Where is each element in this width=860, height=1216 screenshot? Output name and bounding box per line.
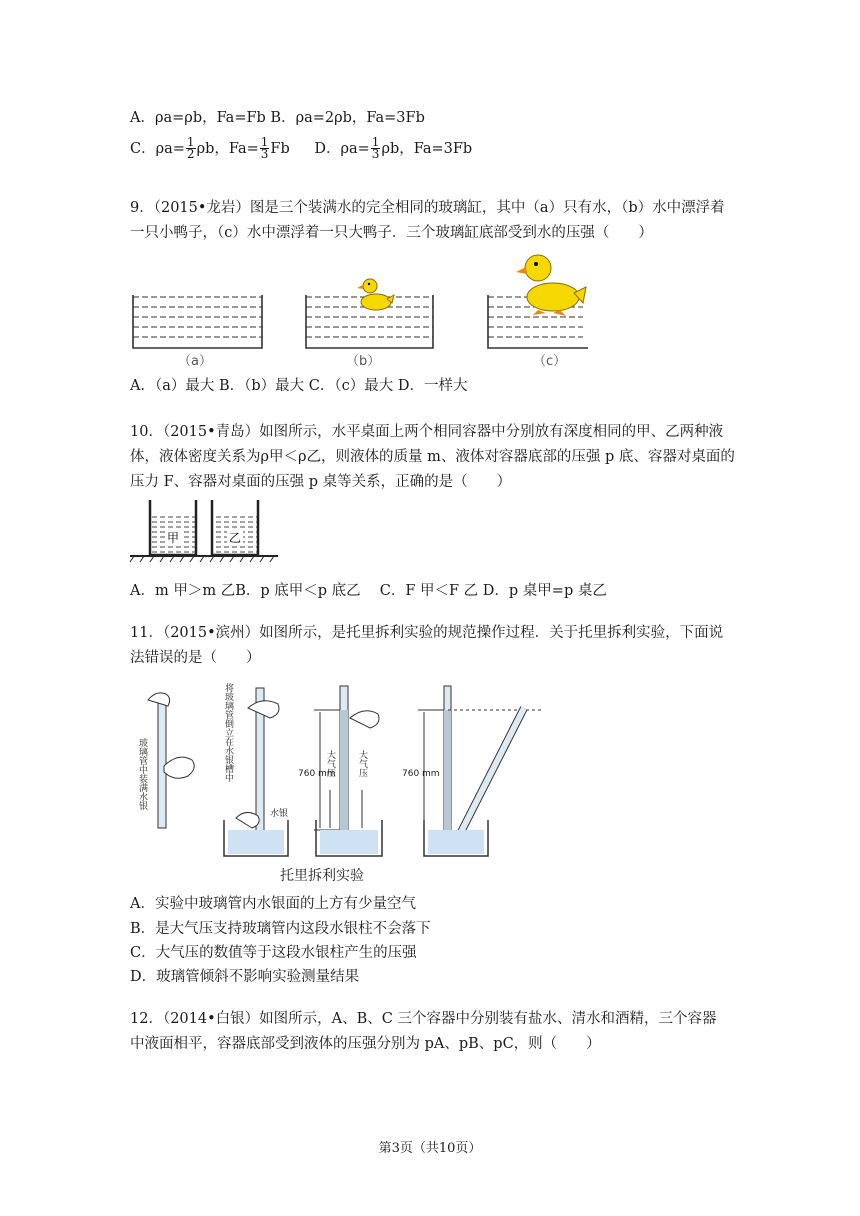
q12-stem-line2: 中液面相平，容器底部受到液体的压强分别为 pA、pB、pC，则（ ） [130,1036,601,1052]
q11-option-b: B．是大气压支持玻璃管内这段水银柱不会落下 [130,921,431,937]
q9-options: A．（a）最大 B．（b）最大 C．（c）最大 D．一样大 [130,378,468,394]
hand-icon [164,757,194,778]
q10-options: A．m 甲＞m 乙B．p 底甲＜p 底乙 C．F 甲＜F 乙 D．p 桌甲=p 桌乙 [130,583,607,599]
cup-label-jia: 甲 [167,531,180,545]
q8-c-prefix: C．ρa= [130,140,185,157]
hand-icon [350,711,379,728]
q11-stem-line1: 11．（2015•滨州）如图所示，是托里拆利实验的规范操作过程．关于托里拆利实验，下面说 [130,625,724,641]
frac-den: 2 [186,147,195,161]
q8-option-b: B．ρa=2ρb，Fa=3Fb [270,110,425,126]
frac-den: 3 [371,147,380,161]
q11-stem-line2: 法错误的是（ ） [130,650,261,666]
q8-c-suffix: Fb [270,140,290,157]
fig-label-a: （a） [178,354,212,369]
q9-figure-tanks [128,245,588,370]
hand-icon [236,812,259,828]
fig-label-b: （b） [346,354,381,369]
frac-num: 1 [260,135,269,149]
q8-option-cd [130,137,472,160]
q10-stem-line3: 压力 F、容器对桌面的压强 p 桌等关系，正确的是（ ） [130,474,512,490]
fraction [186,137,196,160]
fig-vertical-text-1: 玻璃管中装满水银 [137,738,147,810]
q10-figure-containers [128,495,288,565]
q8-d-prefix: D．ρa= [314,140,370,157]
q8-option-d [314,135,473,161]
frac-num: 1 [371,135,380,149]
q8-d-suffix: ρb，Fa=3Fb [381,140,473,157]
q11-option-a: A．实验中玻璃管内水银面的上方有少量空气 [130,896,416,912]
hand-icon [248,701,279,718]
fig-height-760-b: 760 mm [402,769,440,779]
q10-stem-line2: 体，液体密度关系为ρ甲＜ρ乙，则液体的质量 m、液体对容器底部的压强 p 底、容器对桌面的 [130,449,735,465]
frac-num: 1 [186,135,195,149]
fig-pressure-right: 大气压 [357,750,367,777]
page-footer: 第3页（共10页） [378,1141,482,1156]
q11-figure-torricelli [128,678,548,888]
q11-option-d: D．玻璃管倾斜不影响实验测量结果 [130,969,360,985]
fig-label-c: （c） [533,354,567,369]
q12-stem-line1: 12．（2014•白银）如图所示，A、B、C 三个容器中分别装有盐水、清水和酒精，三个容器 [130,1011,717,1027]
q11-option-c: C．大气压的数值等于这段水银柱产生的压强 [130,945,417,961]
q8-option-a: A．ρa=ρb，Fa=Fb [130,110,266,126]
fig-height-760-a: 760 mm [298,769,336,779]
q8-c-mid: ρb，Fa= [196,140,259,157]
q8-option-ab [130,107,425,129]
q9-stem-line1: 9．（2015•龙岩）图是三个装满水的完全相同的玻璃缸，其中（a）只有水，（b）水中漂浮着 [130,200,725,216]
fraction [260,137,270,160]
q8-option-c [130,135,294,161]
frac-den: 3 [260,147,269,161]
fig-mercury-label: 水银 [270,809,289,819]
fig-pressure-left: 大气压 [325,750,335,777]
q9-stem-line2: 一只小鸭子，（c）水中漂浮着一只大鸭子．三个玻璃缸底部受到水的压强（ ） [130,225,653,241]
tank-a [133,295,262,348]
small-duck-icon [357,279,394,310]
q10-stem-line1: 10．（2015•青岛）如图所示，水平桌面上两个相同容器中分别放有深度相同的甲、乙两种液 [130,424,724,440]
cup-label-yi: 乙 [229,531,242,545]
fraction [371,137,381,160]
fig-caption: 托里拆利实验 [280,868,364,884]
fig-vertical-text-2: 将玻璃管倒立在水银槽中 [223,683,233,782]
